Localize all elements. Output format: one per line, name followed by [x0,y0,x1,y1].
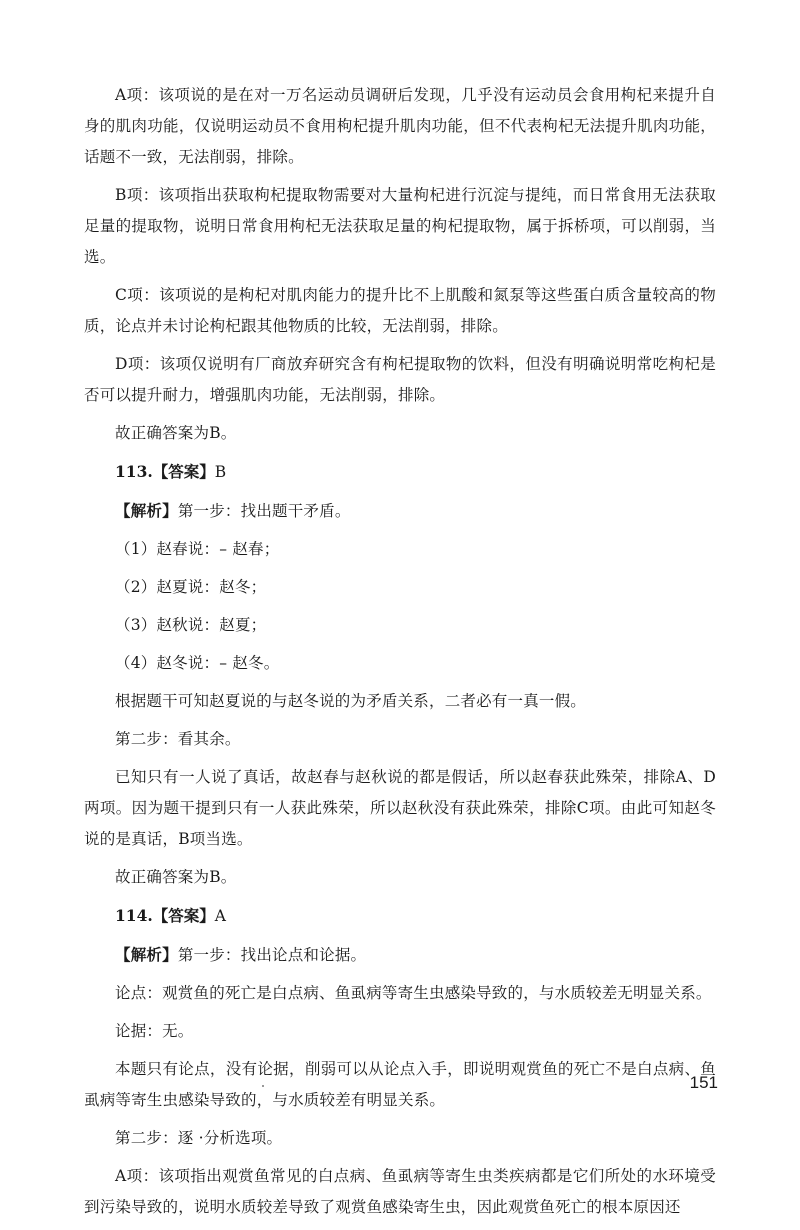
answer-heading [84,456,716,488]
analysis-step [84,939,716,971]
answer-value: B [214,463,227,481]
paragraph: C项：该项说的是枸杞对肌肉能力的提升比不上肌酸和氮泵等这些蛋白质含量较高的物质，论点并未讨论枸杞跟其他物质的比较，无法削弱，排除。 [84,286,716,335]
paragraph: （4）赵冬说：– 赵冬。 [115,654,280,672]
paragraph: A项：该项说的是在对一万名运动员调研后发现，几乎没有运动员会食用枸杞来提升自身的肌肉功能，仅说明运动员不食用枸杞提升肌肉功能，但不代表枸杞无法提升肌肉功能，话题不一致，无法削弱，排除。 [84,86,716,166]
analysis-step [84,495,716,527]
paragraph: 论据：无。 [115,1022,194,1040]
page-content [84,80,716,1230]
scan-speck [262,1085,264,1087]
paragraph: D项：该项仅说明有厂商放弃研究含有枸杞提取物的饮料，但没有明确说明常吃枸杞是否可以提升耐力，增强肌肉功能，无法削弱，排除。 [84,355,716,404]
paragraph: A项：该项指出观赏鱼常见的白点病、鱼虱病等寄生虫类疾病都是它们所处的水环境受到污染导致的，说明水质较差导致了观赏鱼感染寄生虫，因此观赏鱼死亡的根本原因还 [84,1167,716,1216]
answer-label: 【答案】 [152,462,215,481]
analysis-label: 【解析】 [115,945,178,964]
paragraph: 第二步：逐 ·分析选项。 [115,1129,283,1147]
analysis-label: 【解析】 [115,501,178,520]
paragraph: 故正确答案为B。 [115,868,237,886]
answer-value: A [214,907,226,925]
paragraph: （1）赵春说：– 赵春； [115,540,280,558]
paragraph: 本题只有论点，没有论据，削弱可以从论点入手，即说明观赏鱼的死亡不是白点病、鱼虱病等寄生虫感染导致的，与水质较差有明显关系。 [84,1060,716,1109]
question-number: 114. [115,906,153,925]
question-number: 113. [115,462,153,481]
paragraph: 论点：观赏鱼的死亡是白点病、鱼虱病等寄生虫感染导致的，与水质较差无明显关系。 [115,984,712,1002]
answer-label: 【答案】 [152,906,215,925]
analysis-text: 第一步：找出论点和论据。 [177,946,367,964]
analysis-text: 第一步：找出题干矛盾。 [177,502,351,520]
paragraph: 已知只有一人说了真话，故赵春与赵秋说的都是假话，所以赵春获此殊荣，排除A、D两项。因为题干提到只有一人获此殊荣，所以赵秋没有获此殊荣，排除C项。由此可知赵冬说的是真话，B项当选。 [84,768,716,848]
paragraph: 根据题干可知赵夏说的与赵冬说的为矛盾关系，二者必有一真一假。 [115,692,587,710]
paragraph: B项：该项指出获取枸杞提取物需要对大量枸杞进行沉淀与提纯，而日常食用无法获取足量的提取物，说明日常食用枸杞无法获取足量的枸杞提取物，属于拆桥项，可以削弱，当选。 [84,186,716,266]
paragraph: 故正确答案为B。 [115,424,237,442]
page-number: 151 [689,1073,718,1092]
answer-heading [84,900,716,932]
paragraph: （3）赵秋说：赵夏； [115,616,267,634]
paragraph: 第二步：看其余。 [115,730,241,748]
paragraph: （2）赵夏说：赵冬； [115,578,267,596]
